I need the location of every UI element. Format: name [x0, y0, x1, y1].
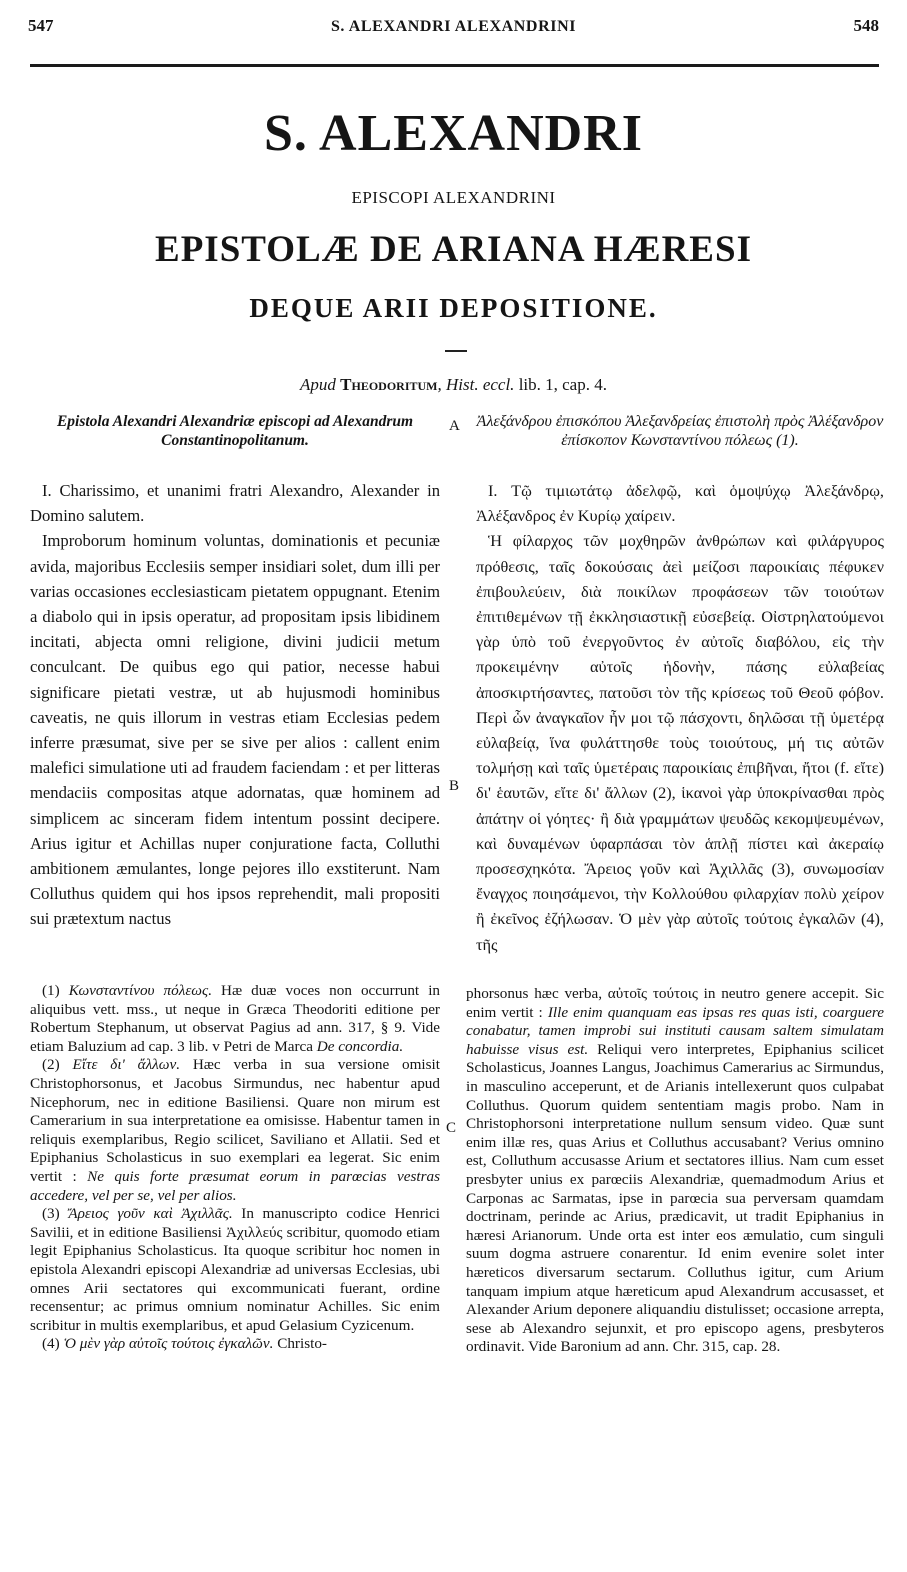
source-hist: , Hist. eccl.	[437, 375, 515, 394]
footnote-3-text: In manuscripto codice Henrici Savilii, et in editione Basiliensi Ἀχιλλεύς scribitur, quomodo etiam legit Epiphanius Scholasticus. Ita quoque scribitur hoc nomen in epistola Alexandri episcopi Alexandriæ ad universas Ecclesias, ubi omnes Arii sectatores qui excommunicati fuerant, ordine recensentur; ac primus omnium nominatur Achilles. Sic enim scribitur in multis exemplaribus, et apud Gelasium Cyzicenum.	[30, 1205, 440, 1334]
latin-column	[30, 478, 440, 932]
latin-paragraph-2: Improborum hominum voluntas, dominationis et pecuniæ avida, majoribus Ecclesiis semper insidiari solet, dum illi per varias occasiones ecclesiasticam pietatem oppugnant. Etenim a diabolo qui in ipsis operatur, ad propositam ipsis libidinem incitati, abjecta omni religione, divini judicii metum conculcant. De quibus ego qui patior, necesse habui significare pietati vestræ, ut ab hujusmodi hominibus caveatis, ne quis illorum in vestras etiam Ecclesias pedem inferre præsumat, sive per se sive per alios : callent enim malefici simulatione uti ad fraudem faciendam : et per litteras mendaciis compositas atque adornatas, quæ hominem ad simplicem ac sinceram fidem intentum possint decipere. Arius igitur et Achillas nuper conjuratione facta, Colluthi ambitionem æmulantes, longe pejores illo exstiterunt. Nam Colluthus quidem qui hos ipsos reprehendit, mali propositi sui prætextum nactus	[30, 531, 440, 929]
main-title: S. ALEXANDRI	[264, 105, 643, 162]
subtitle: EPISCOPI ALEXANDRINI	[351, 188, 556, 207]
source-author: Theodoritum	[340, 375, 438, 394]
footnote-3	[30, 1205, 440, 1335]
greek-paragraph-2: Ἡ φίλαρχος τῶν μοχθηρῶν ἀνθρώπων καὶ φιλάργυρος πρόθεσις, ταῖς δοκούσαις ἀεὶ μείζοσι παροικίαις πέφυκεν ἐπιβουλεύειν, διὰ ποικίλων προφάσεων τῶν τοιούτων ἐπιτιθεμένων τῇ ἐκκλησιαστικῇ εὐσεβείᾳ. Οἰστρηλατούμενοι γὰρ ὑπὸ τοῦ ἐνεργοῦντος ἐν αὐτοῖς διαβόλου, εἰς τὴν προκειμένην αὐτοῖς ἡδονὴν, πάσης εὐλαβείας ἀποσκιρτήσαντες, πατοῦσι τὸν τῆς κρίσεως τοῦ Θεοῦ φόβον. Περὶ ὧν ἀναγκαῖον ἦν μοι τῷ πάσχοντι, δηλῶσαι τῇ ὑμετέρᾳ εὐλαβείᾳ, ἵνα φυλάττησθε τοὺς τοιούτους, μή τις αὐτῶν τολμήσῃ καὶ ταῖς ὑμετέραις παροικίαις ἐπιβῆναι, ἤτοι (f. εἴτε) δι' ἑαυτῶν, εἴτε δι' ἄλλων (2), ἱκανοὶ γὰρ ὑποκρίνασθαι πρὸς ἀπάτην οἱ γόητες· ἢ διὰ γραμμάτων ψευδῶς κεκομψευμένων, καὶ δυναμένων ὑφαρπάσαι τὸν ἁπλῇ πίστει καὶ ἀκεραίῳ προσεσχηκότα. Ἄρειος γοῦν καὶ Ἀχιλλᾶς (3), συνωμοσίαν ἔναγχος ποιησάμενοι, τὴν Κολλούθου φιλαρχίαν πολὺ χείρον ἢ ἐκεῖνος ἐζήλωσαν. Ὁ μὲν γὰρ αὐτοῖς τούτοις ἐγκαλῶν (4), τῆς	[476, 531, 884, 954]
footnotes-right	[466, 985, 884, 1357]
source-reference	[0, 375, 907, 395]
latin-heading: Epistola Alexandri Alexandriæ episcopi ad Alexandrum Constantinopolitanum.	[56, 413, 414, 449]
footnote-3-label: (3)	[42, 1205, 69, 1223]
greek-column	[476, 478, 884, 957]
footnote-2-italic: Ne quis forte præsumat eorum in parœcias vestras accedere, vel per se, vel per alios.	[30, 1167, 440, 1204]
source-apud: Apud	[300, 375, 341, 394]
footnote-2-greek: Εἴτε δι' ἄλλων.	[72, 1056, 181, 1074]
title-line-2: EPISTOLÆ DE ARIANA HÆRESI	[155, 229, 752, 270]
footnote-4-greek: Ὁ μὲν γὰρ αὐτοῖς τούτοις ἐγκαλῶν.	[63, 1335, 274, 1353]
running-head	[28, 16, 879, 40]
footnote-2-text: Hæc verba in sua versione omisit Christophorsonus, et Jacobus Sirmundus, nec habentur apud Nicephorum, nec in editione Basiliensi. Quare non mirum est Camerarium in sua interpretatione ea omisisse. Habentur tamen in reliquis exemplaribus, Regio scilicet, Saviliano et Allatii. Sed et Epiphanius Scholasticus in suo exemplari ea legerat. Sic enim vertit :	[30, 1056, 440, 1185]
section-marker-c: C	[446, 1120, 457, 1136]
section-marker-a: A	[449, 418, 460, 434]
page-number-left: 547	[28, 16, 54, 35]
source-rest: lib. 1, cap. 4.	[514, 375, 607, 394]
greek-heading: Ἀλεξάνδρου ἐπισκόπου Ἀλεξανδρείας ἐπιστολὴ πρὸς Ἀλέξανδρον ἐπίσκοπον Κωνσταντίνου πόλεως (1).	[476, 413, 884, 449]
footnote-1-label: (1)	[42, 982, 69, 999]
footnote-4	[30, 1335, 440, 1354]
footnote-2-label: (2)	[42, 1056, 73, 1074]
latin-paragraph-1: I. Charissimo, et unanimi fratri Alexandro, Alexander in Domino salutem.	[30, 481, 440, 526]
title-line-3: DEQUE ARII DEPOSITIONE.	[249, 293, 658, 323]
footnote-2	[30, 1056, 440, 1205]
footnotes-left	[30, 982, 440, 1354]
footnote-4-label: (4)	[42, 1335, 64, 1353]
footnote-4-italic-quote: Ille enim quanquam eas ipsas res quas isti, coarguere conabatur, tamen improbi sui instituti causam saltem simulatam habuisse visus est.	[466, 1003, 885, 1058]
footnote-3-greek: Ἄρειος γοῦν καὶ Ἀχιλλᾶς.	[68, 1205, 233, 1223]
footnote-4-continued: phorsonus hæc verba, αὐτοῖς τούτοις in neutro genere accepit. Sic enim vertit :	[466, 985, 884, 1021]
footnote-1	[30, 982, 440, 1056]
footnote-4-text: Christo-	[273, 1335, 327, 1353]
footnote-1-text: Hæ duæ voces non occurrunt in aliquibus vett. mss., ut neque in Græca Theodoriti editione per Robertum Stephanum, ut observat Pagius ad ann. 317, § 9. Vide etiam Baluzium ad cap. 3 lib. v Petri de Marca	[30, 982, 441, 1055]
footnote-1-greek: Κωνσταντίνου πόλεως.	[68, 982, 212, 999]
section-marker-b: B	[449, 778, 460, 794]
footnote-4-continued-rest: Reliqui vero interpretes, Epiphanius scilicet Scholasticus, Joannes Langus, Joachimus Camerarius ac Sirmundus, in masculino acceperunt, et de Arianis intellexerunt quos culpabat Colluthus. Quorum quidem sententiam magis probo. Nam in Christophorsoni interpretatione nullum sensum video. Quæ sunt enim illæ res, quas Arius et Colluthus accusabant? Verius omnino est, Colluthum accusasse Arium et sectatores illius. Nam cum esset presbyter unius ex parœciis Alexandriæ, quemadmodum Arius et Carponas ac Sarmatas, ipse in parœcia sua perversam quamdam doctrinam, perinde ac Arius, prædicavit, ut tradit Epiphanius in hæresi Arianorum. Unde orta est inter eos æmulatio, cum singuli suum dogma astruere conarentur. Id enim evenire solet inter hæreticos diversarum sectarum. Colluthus igitur, cum Arium tanquam impium atque hæreticum apud Alexandrum accusasset, et Alexander Arium deponere aliquandiu distulisset; occasione arrepta, sese ab Alexandro sejunxit, et pro episcopo agens, presbyteros ordinavit. Vide Baronium ad ann. Chr. 315, cap. 28.	[466, 1040, 884, 1356]
greek-paragraph-1: I. Τῷ τιμιωτάτῳ ἀδελφῷ, καὶ ὁμοψύχῳ Ἀλεξάνδρῳ, Ἀλέξανδρος ἐν Κυρίῳ χαίρειν.	[476, 481, 884, 526]
footnote-1-italic: De concordia.	[316, 1037, 404, 1055]
running-title: S. ALEXANDRI ALEXANDRINI	[330, 18, 577, 35]
title-dash	[445, 350, 467, 352]
page-number-right: 548	[853, 16, 879, 35]
header-rule	[30, 64, 879, 67]
